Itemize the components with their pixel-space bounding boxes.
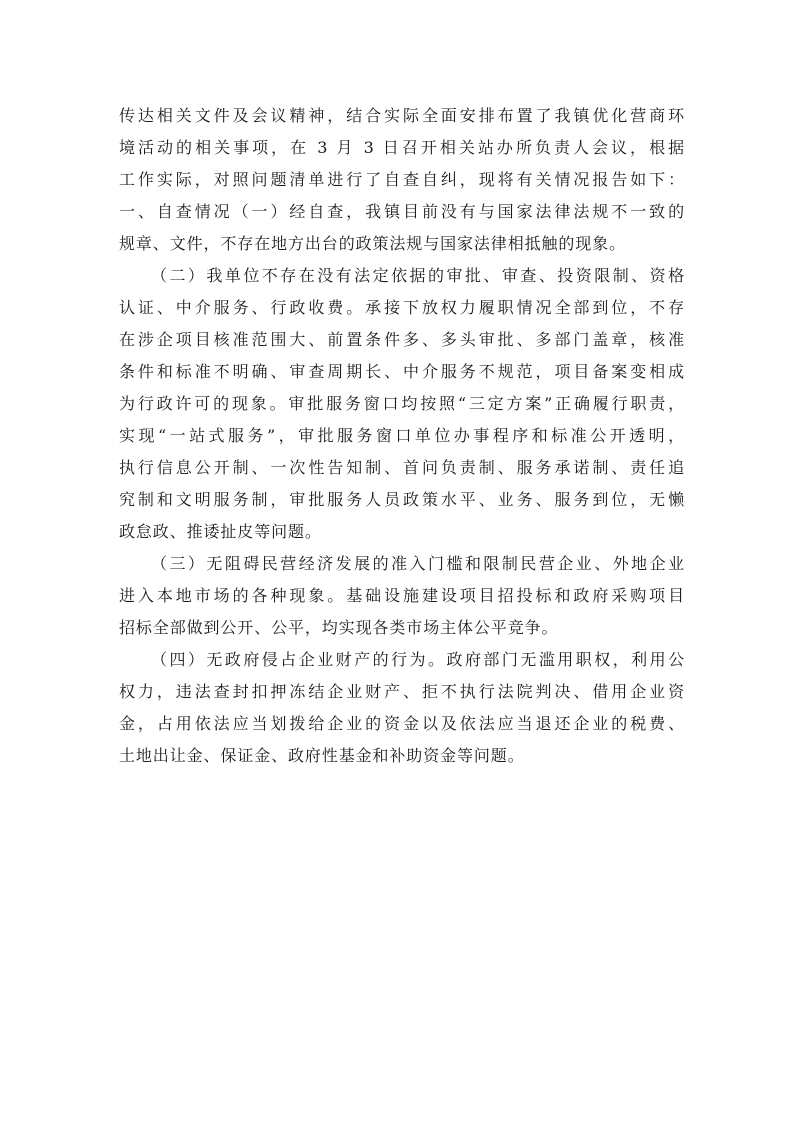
- text-line: 政怠政、推诿扯皮等问题。: [119, 522, 322, 541]
- paragraph-market-access: [119, 548, 685, 644]
- text-line: （三）无阻碍民营经济发展的准入门槛和限制民营企业、外地企业: [151, 554, 685, 573]
- text-line: 境活动的相关事项，在 3 月 3 日召开相关站办所负责人会议，根据: [119, 138, 685, 157]
- text-line: 规章、文件，不存在地方出台的政策法规与国家法律相抵触的现象。: [119, 234, 627, 253]
- text-line: 招标全部做到公开、公平，均实现各类市场主体公平竞争。: [119, 618, 559, 637]
- text-line: 为行政许可的现象。审批服务窗口均按照“三定方案”正确履行职责，: [119, 394, 685, 413]
- text-line: （四）无政府侵占企业财产的行为。政府部门无滥用职权，利用公: [151, 650, 685, 669]
- text-line: 究制和文明服务制，审批服务人员政策水平、业务、服务到位，无懒: [119, 490, 685, 509]
- paragraph-self-inspection: [119, 100, 685, 260]
- text-line: 条件和标准不明确、审查周期长、中介服务不规范，项目备案变相成: [119, 362, 685, 381]
- text-line: 土地出让金、保证金、政府性基金和补助资金等问题。: [119, 746, 525, 765]
- text-line: 权力，违法查封扣押冻结企业财产、拒不执行法院判决、借用企业资: [119, 682, 685, 701]
- paragraph-property: [119, 644, 685, 772]
- text-line: 工作实际，对照问题清单进行了自查自纠，现将有关情况报告如下：: [119, 170, 685, 189]
- text-line: 在涉企项目核准范围大、前置条件多、多头审批、多部门盖章，核准: [119, 330, 685, 349]
- text-line: 实现“一站式服务”，审批服务窗口单位办事程序和标准公开透明，: [119, 426, 685, 445]
- text-line: 进入本地市场的各种现象。基础设施建设项目招投标和政府采购项目: [119, 586, 685, 605]
- paragraph-approval: [119, 260, 685, 548]
- text-line: 传达相关文件及会议精神，结合实际全面安排布置了我镇优化营商环: [119, 106, 685, 125]
- text-line: （二）我单位不存在没有法定依据的审批、审查、投资限制、资格: [151, 266, 685, 285]
- text-line: 一、自查情况（一）经自查，我镇目前没有与国家法律法规不一致的: [119, 202, 685, 221]
- text-line: 金，占用依法应当划拨给企业的资金以及依法应当退还企业的税费、: [119, 714, 685, 733]
- document-body: [119, 100, 685, 772]
- text-line: 认证、中介服务、行政收费。承接下放权力履职情况全部到位，不存: [119, 298, 685, 317]
- text-line: 执行信息公开制、一次性告知制、首问负责制、服务承诺制、责任追: [119, 458, 685, 477]
